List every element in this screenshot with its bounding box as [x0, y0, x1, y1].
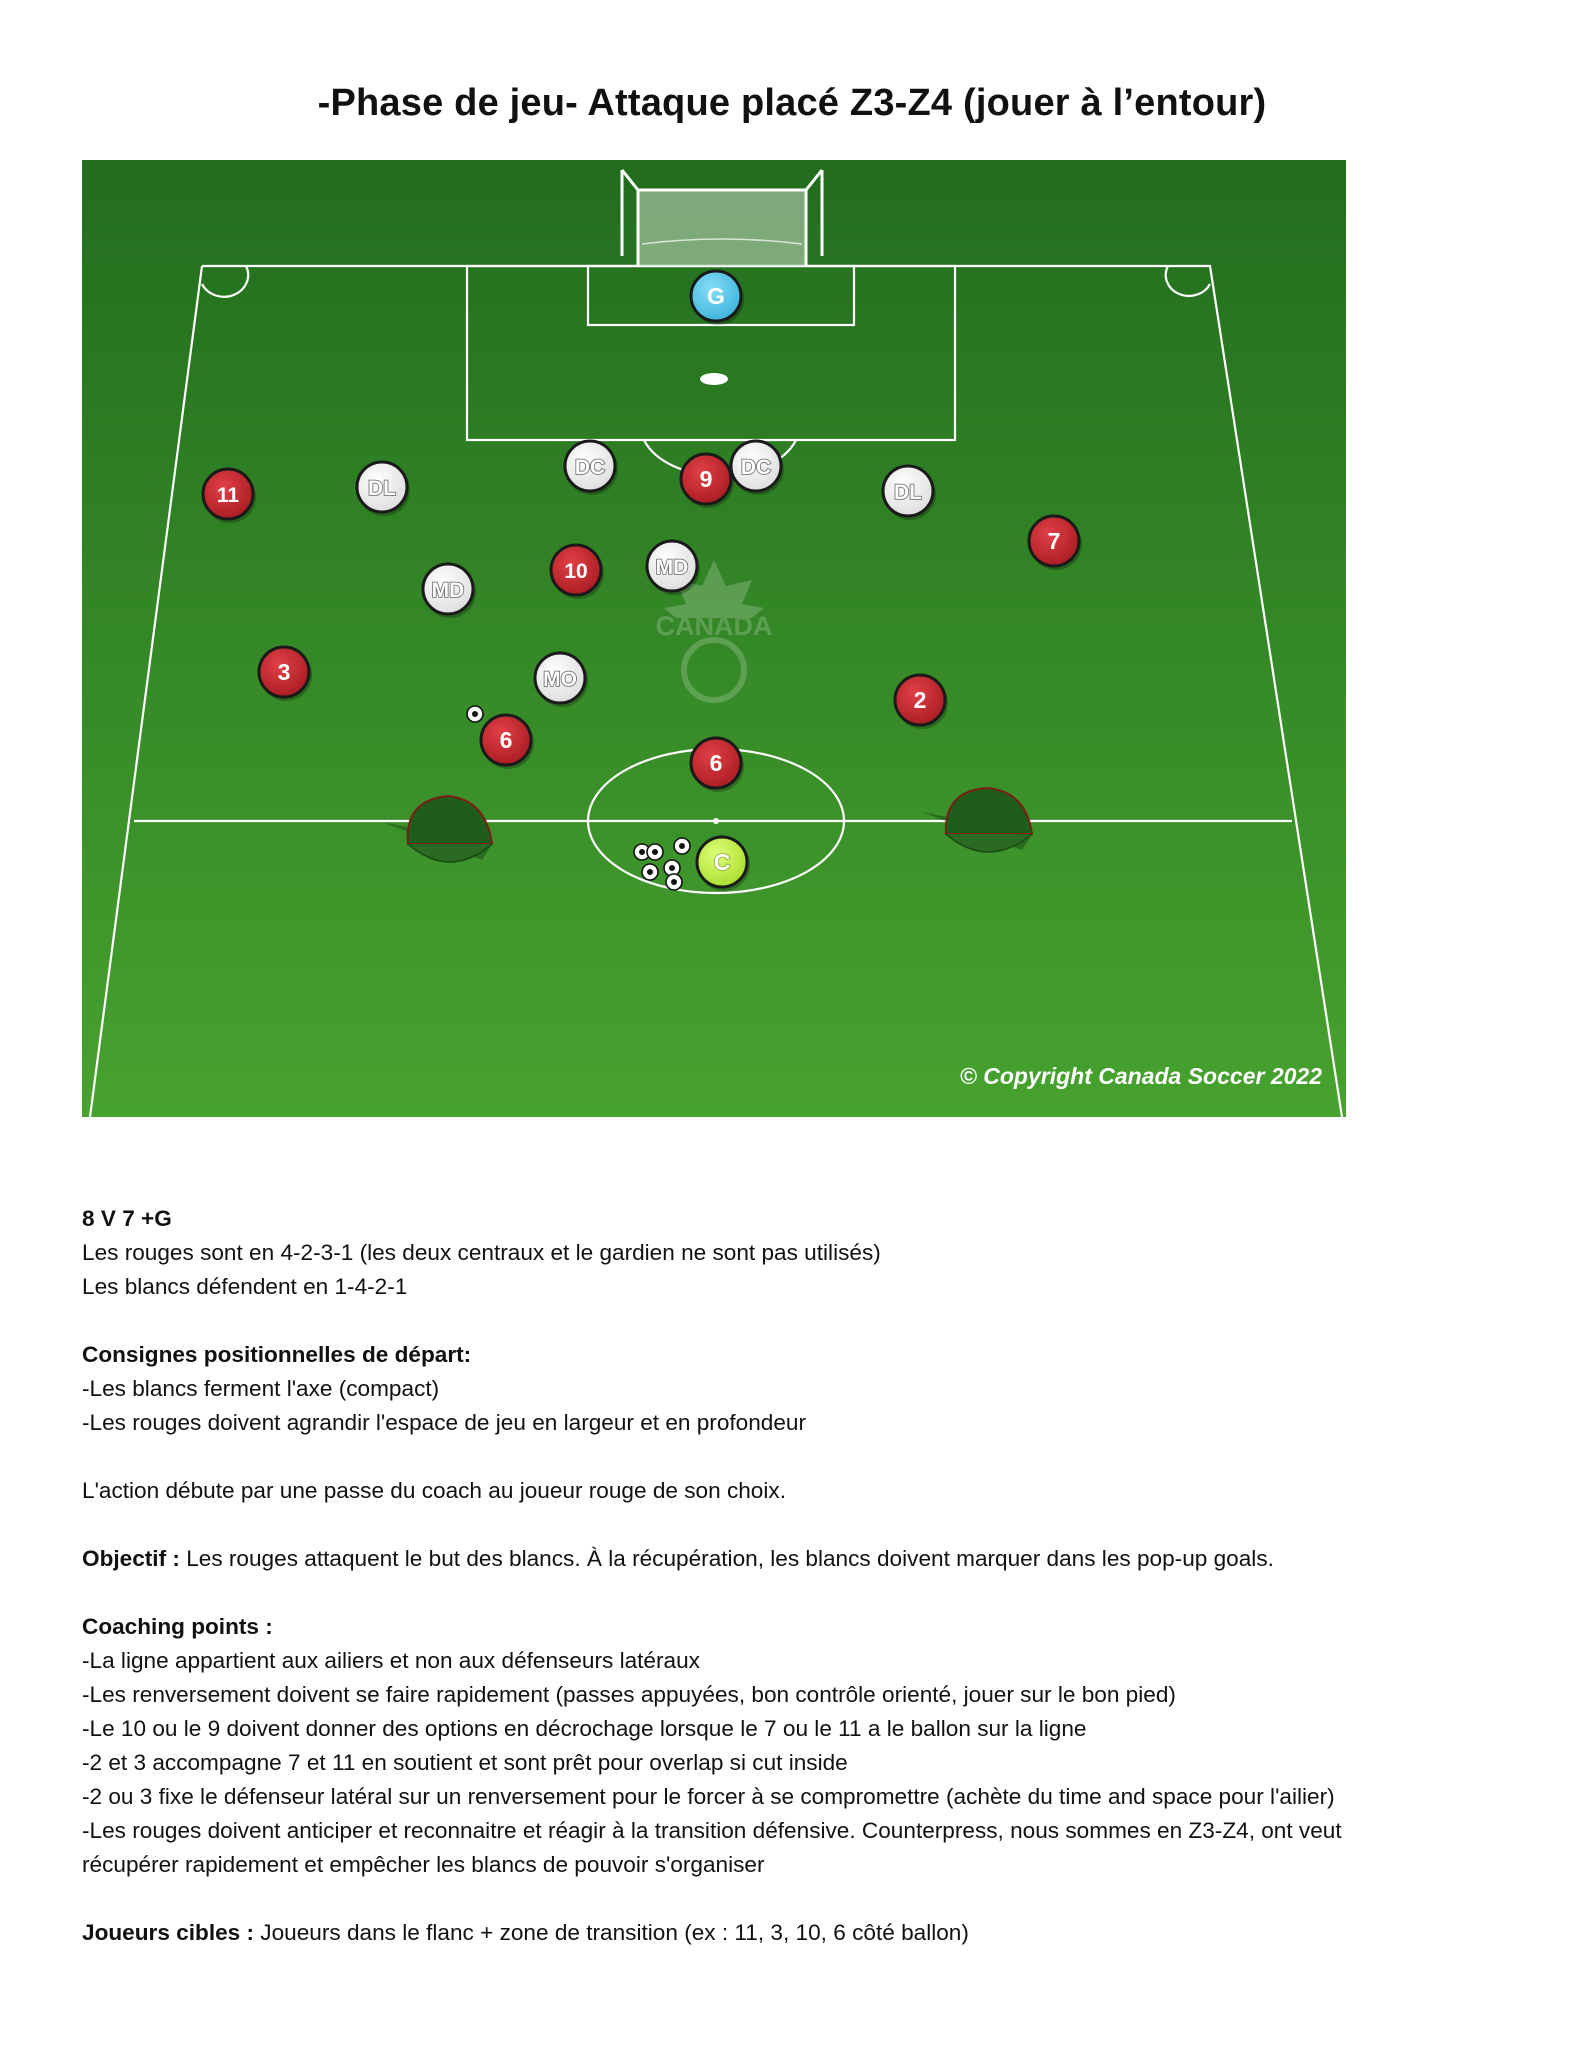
ball — [647, 844, 663, 860]
objective-label: Objectif : — [82, 1546, 180, 1571]
player-label: G — [707, 283, 725, 309]
player-label: DC — [574, 456, 606, 479]
pitch-svg — [82, 160, 1346, 1117]
positions-line: -Les blancs ferment l'axe (compact) — [82, 1376, 440, 1401]
player-label: DC — [740, 456, 772, 479]
player-label: 6 — [499, 727, 513, 753]
player-label: 2 — [913, 687, 927, 713]
penalty-spot — [700, 373, 728, 385]
coaching-point: -Les rouges doivent anticiper et reconnaitre et réagir à la transition défensive. Counterpress, nous sommes en Z3-Z4, ont veut — [82, 1818, 1342, 1843]
session-notes — [82, 1202, 1502, 1950]
coaching-point: -Le 10 ou le 9 doivent donner des options en décrochage lorsque le 7 ou le 11 a le ballon sur la ligne — [82, 1716, 1087, 1741]
coaching-point: -Les renversement doivent se faire rapidement (passes appuyées, bon contrôle orienté, jouer sur le bon pied) — [82, 1682, 1176, 1707]
page-title: -Phase de jeu- Attaque placé Z3-Z4 (jouer à l’entour) — [317, 82, 1267, 124]
player-label: 9 — [699, 466, 713, 492]
coaching-point: -2 ou 3 fixe le défenseur latéral sur un renversement pour le forcer à se compromettre (achète du time and space pour l'ailier) — [82, 1784, 1335, 1809]
coaching-point: -La ligne appartient aux ailiers et non aux défenseurs latéraux — [82, 1648, 700, 1673]
positions-heading: Consignes positionnelles de départ: — [82, 1342, 472, 1367]
player-label: MD — [655, 556, 689, 579]
player-label: 10 — [564, 560, 588, 583]
coaching-point: récupérer rapidement et empêcher les blancs de pouvoir s'organiser — [82, 1852, 765, 1877]
setup-line: Les rouges sont en 4-2-3-1 (les deux centraux et le gardien ne sont pas utilisés) — [82, 1240, 881, 1265]
watermark-text: CANADA — [655, 611, 773, 641]
coaching-heading: Coaching points : — [82, 1614, 273, 1639]
ball — [666, 874, 682, 890]
pitch-diagram — [82, 160, 1346, 1117]
setup-line: Les blancs défendent en 1-4-2-1 — [82, 1274, 408, 1299]
player-label: MD — [431, 579, 465, 602]
player-label: 7 — [1047, 528, 1061, 554]
targets-text: Joueurs dans le flanc + zone de transition (ex : 11, 3, 10, 6 côté ballon) — [254, 1920, 969, 1945]
ball — [674, 838, 690, 854]
copyright-text: © Copyright Canada Soccer 2022 — [959, 1063, 1322, 1089]
target-players — [82, 1916, 1502, 1950]
player-label: 3 — [277, 659, 291, 685]
player-label: C — [713, 849, 731, 875]
player-label: 11 — [216, 484, 240, 507]
ball — [642, 864, 658, 880]
setup-heading: 8 V 7 +G — [82, 1206, 172, 1231]
start-text: L'action débute par une passe du coach au joueur rouge de son choix. — [82, 1478, 786, 1503]
centre-spot — [713, 818, 719, 824]
player-label: MO — [543, 668, 577, 691]
player-label: DL — [368, 477, 396, 500]
objective — [82, 1542, 1502, 1576]
targets-label: Joueurs cibles : — [82, 1920, 255, 1945]
player-label: 6 — [709, 750, 723, 776]
objective-text: Les rouges attaquent le but des blancs. À la récupération, les blancs doivent marquer dans les pop-up goals. — [179, 1546, 1274, 1571]
ball — [467, 706, 483, 722]
coaching-point: -2 et 3 accompagne 7 et 11 en soutient et sont prêt pour overlap si cut inside — [82, 1750, 848, 1775]
player-label: DL — [894, 481, 922, 504]
positions-line: -Les rouges doivent agrandir l'espace de jeu en largeur et en profondeur — [82, 1410, 807, 1435]
